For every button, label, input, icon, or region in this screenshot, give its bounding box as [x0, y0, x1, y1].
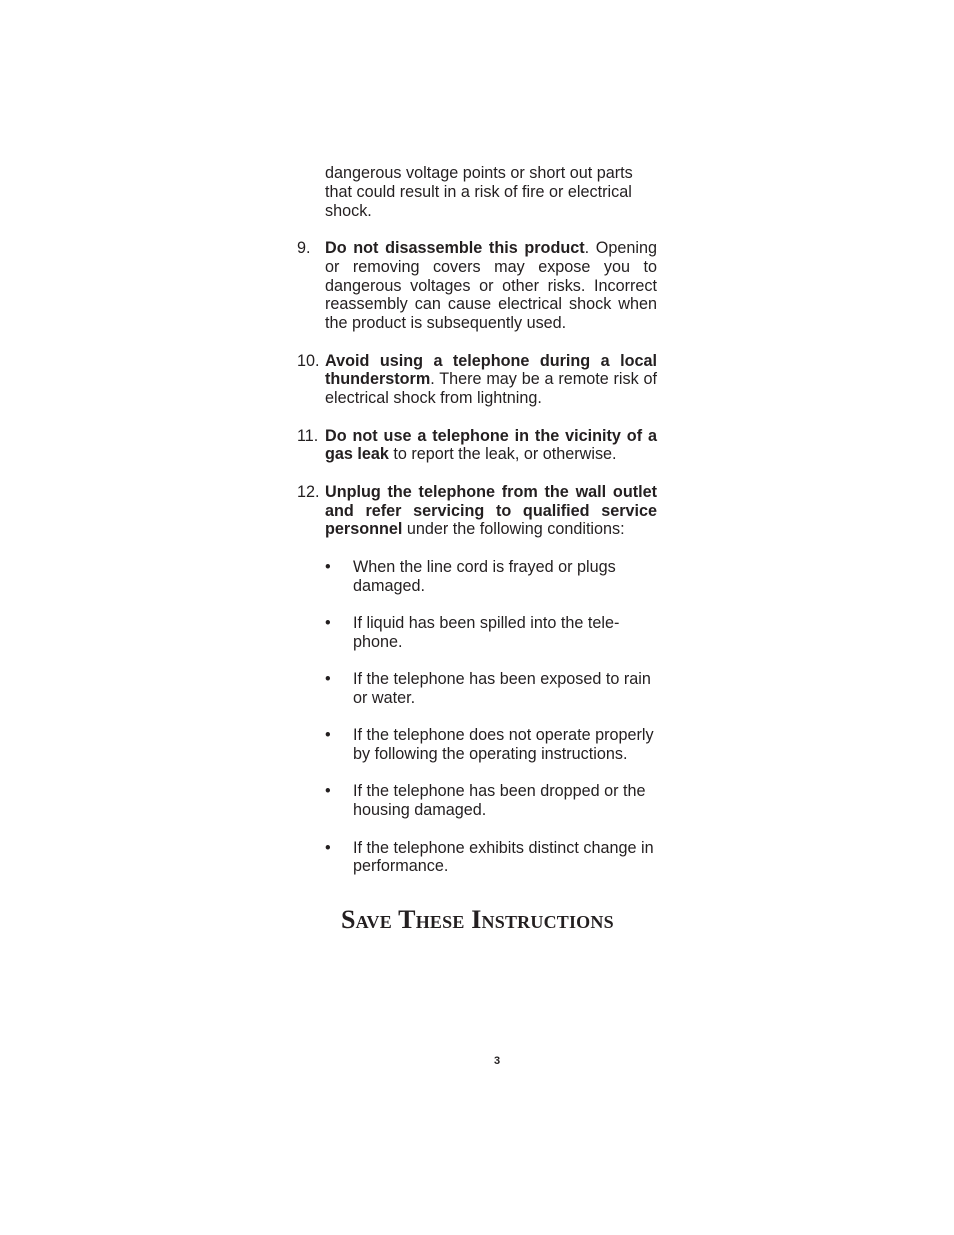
bullet-text: If liquid has been spilled into the tele-phone. [353, 613, 620, 651]
item-text [325, 427, 657, 465]
list-item [325, 782, 657, 820]
item-bold-text: Do not use a telephone in the vicinity of a gas leak [325, 426, 657, 464]
instruction-item-10 [297, 352, 657, 408]
instruction-item-12 [297, 483, 657, 539]
page-number: 3 [493, 1055, 501, 1067]
bullet-icon: • [325, 613, 331, 632]
item-bold-text: Do not disassemble this product [325, 238, 585, 257]
bullet-icon: • [325, 557, 331, 576]
item-number: 10. [297, 351, 320, 370]
bullet-icon: • [325, 670, 331, 689]
bullet-icon: • [325, 726, 331, 745]
item-rest-text: . Opening or removing covers may expose you to dangerous voltages or other risks. Incorrect reassembly can cause electrical shock when the product is subsequently used. [325, 238, 657, 333]
bullet-text: If the telephone exhibits distinct change in performance. [353, 838, 654, 876]
item-bold-text: Avoid using a telephone during a local thunderstorm [325, 351, 657, 389]
item-number: 9. [297, 238, 311, 257]
bullet-icon: • [325, 838, 331, 857]
item-rest-text: under the following conditions: [402, 520, 625, 539]
bullet-text: If the telephone has been exposed to rain or water. [353, 670, 651, 707]
list-item [325, 558, 657, 596]
list-item [325, 839, 657, 877]
item-text [325, 352, 657, 408]
bullet-icon: • [325, 782, 331, 801]
list-item [325, 670, 657, 708]
instruction-item-9 [297, 239, 657, 333]
item-rest-text: . There may be a remote risk of electrical shock from lightning. [325, 370, 657, 408]
conditions-list [325, 558, 657, 877]
instruction-item-11 [297, 427, 657, 465]
bullet-text: When the line cord is frayed or plugs damaged. [353, 557, 616, 595]
bullet-text: If the telephone has been dropped or the housing damaged. [353, 782, 646, 820]
item-number: 12. [297, 482, 320, 501]
item-text [325, 239, 657, 333]
bullet-text: If the telephone does not operate properly by following the operating instructions. [353, 726, 654, 764]
item-text [325, 483, 657, 539]
item-rest-text: to report the leak, or otherwise. [388, 445, 617, 464]
list-item [325, 726, 657, 764]
item-number: 11. [297, 426, 319, 445]
safety-instructions-column [297, 164, 657, 895]
save-instructions-heading: Save These Instructions [341, 905, 614, 934]
list-item [325, 614, 657, 652]
continuation-text: dangerous voltage points or short out parts that could result in a risk of fire or electrical shock. [325, 164, 633, 220]
item-bold-text: Unplug the telephone from the wall outlet and refer servicing to qualified service personnel [325, 482, 657, 539]
